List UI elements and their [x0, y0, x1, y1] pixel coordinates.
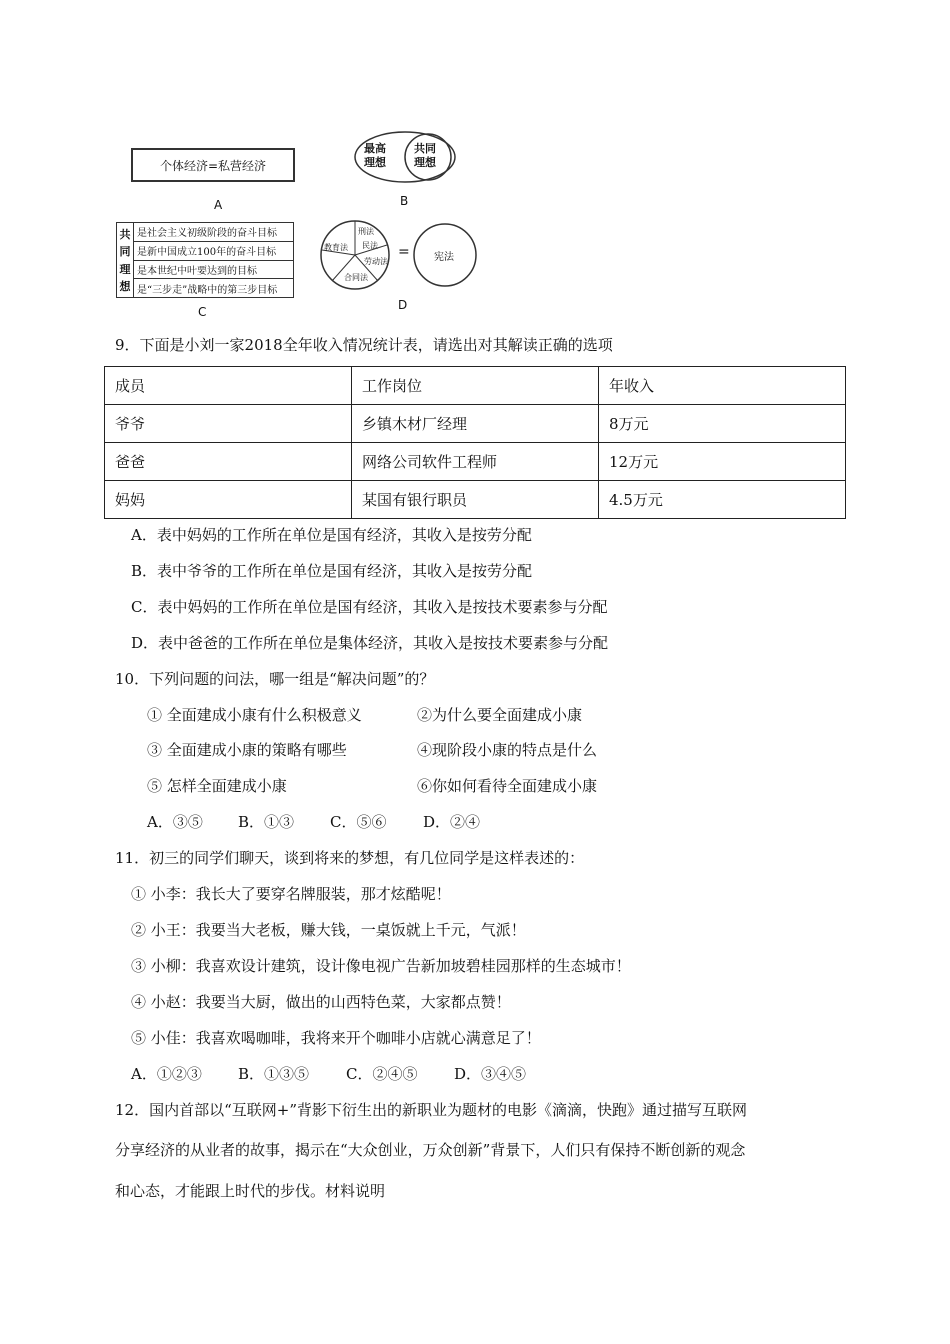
- table-header-cell: 年收入: [599, 367, 846, 405]
- table-cell: 网络公司软件工程师: [352, 443, 599, 481]
- q9-option-d: D．表中爸爸的工作所在单位是集体经济，其收入是按技术要素参与分配: [131, 634, 609, 652]
- heading-char: 共: [119, 227, 131, 241]
- table-cell: 8万元: [599, 405, 846, 443]
- panel-c-heading: [117, 223, 134, 297]
- q11-item: ③ 小柳：我喜欢设计建筑，设计像电视广告新加坡碧桂园那样的生态城市！: [131, 957, 631, 975]
- q9-stem: 9．下面是小刘一家2018全年收入情况统计表，请选出对其解读正确的选项: [115, 336, 613, 354]
- table-header-cell: 工作岗位: [352, 367, 599, 405]
- constitution-text: 宪法: [434, 252, 454, 263]
- goal-row: 是社会主义初级阶段的奋斗目标: [134, 223, 293, 242]
- panel-b-right-text: 共同理想: [414, 142, 436, 169]
- q11-option-a: A．①②③: [131, 1065, 202, 1083]
- pie-slice-label: 教育法: [324, 243, 348, 252]
- pie-slice-label: 刑法: [358, 227, 374, 236]
- q12-line: 分享经济的从业者的故事，揭示在“大众创业，万众创新”背景下，人们只有保持不断创新的观念: [115, 1141, 746, 1159]
- q10-item: ⑤ 怎样全面建成小康: [147, 777, 287, 795]
- q11-option-c: C．②④⑤: [346, 1065, 418, 1083]
- q9-option-c: C．表中妈妈的工作所在单位是国有经济，其收入是按技术要素参与分配: [131, 598, 608, 616]
- pie-slice-label: 民法: [362, 241, 378, 250]
- pie-slice-label: 劳动法: [364, 257, 388, 266]
- q11-option-d: D．③④⑤: [454, 1065, 527, 1083]
- q10-item: ④现阶段小康的特点是什么: [417, 741, 598, 759]
- table-header-row: [105, 367, 846, 405]
- panel-b-left-text: 最高理想: [364, 142, 386, 169]
- q10-item: ②为什么要全面建成小康: [417, 706, 583, 724]
- panel-a-label: A: [214, 198, 223, 212]
- figure-panel-b: [350, 130, 462, 184]
- panel-a-text: 个体经济=私营经济: [159, 158, 267, 173]
- figure-panel-a: [131, 148, 295, 182]
- equals-sign: =: [398, 244, 410, 260]
- table-cell: 4.5万元: [599, 481, 846, 519]
- q10-option-a: A．③⑤: [147, 813, 203, 831]
- table-cell: 爸爸: [105, 443, 352, 481]
- q12-line: 和心态，才能跟上时代的步伐。材料说明: [115, 1182, 386, 1200]
- q9-option-a: A．表中妈妈的工作所在单位是国有经济，其收入是按劳分配: [131, 526, 532, 544]
- q10-option-c: C．⑤⑥: [330, 813, 387, 831]
- panel-c-label: C: [198, 305, 207, 319]
- heading-char: 理: [119, 262, 131, 276]
- panel-b-label: B: [400, 194, 409, 208]
- table-row: [105, 405, 846, 443]
- table-header-cell: 成员: [105, 367, 352, 405]
- table-row: [105, 481, 846, 519]
- q10-item: ① 全面建成小康有什么积极意义: [147, 706, 362, 724]
- heading-char: 想: [119, 280, 131, 294]
- q11-item: ④ 小赵：我要当大厨，做出的山西特色菜，大家都点赞！: [131, 993, 511, 1011]
- table-cell: 乡镇木材厂经理: [352, 405, 599, 443]
- goal-row: 是本世纪中叶要达到的目标: [134, 261, 293, 280]
- table-cell: 妈妈: [105, 481, 352, 519]
- goal-row: 是“三步走”战略中的第三步目标: [137, 284, 278, 296]
- q9-option-b: B．表中爷爷的工作所在单位是国有经济，其收入是按劳分配: [131, 562, 533, 580]
- q11-option-b: B．①③⑤: [238, 1065, 310, 1083]
- table-cell: 爷爷: [105, 405, 352, 443]
- heading-char: 同: [119, 245, 131, 259]
- q10-item: ⑥你如何看待全面建成小康: [417, 777, 598, 795]
- q10-item: ③ 全面建成小康的策略有哪些: [147, 741, 347, 759]
- panel-d-label: D: [398, 298, 408, 312]
- table-cell: 某国有银行职员: [352, 481, 599, 519]
- table-row: [105, 443, 846, 481]
- q10-option-b: B．①③: [238, 813, 295, 831]
- q11-item: ⑤ 小佳：我喜欢喝咖啡，我将来开个咖啡小店就心满意足了！: [131, 1029, 541, 1047]
- table-cell: 12万元: [599, 443, 846, 481]
- q12-line: 12．国内首部以“互联网+”背影下衍生出的新职业为题材的电影《滴滴，快跑》通过描写互联网: [115, 1101, 747, 1119]
- q10-stem: 10．下列问题的问法，哪一组是“解决问题”的？: [115, 670, 435, 688]
- figure-panel-d: [318, 218, 478, 292]
- q11-item: ① 小李：我长大了要穿名牌服装，那才炫酷呢！: [131, 885, 451, 903]
- income-table: [104, 366, 846, 519]
- q10-option-d: D．②④: [423, 813, 481, 831]
- goal-row: 是新中国成立100年的奋斗目标: [134, 242, 293, 261]
- q11-item: ② 小王：我要当大老板，赚大钱，一桌饭就上千元，气派！: [131, 921, 526, 939]
- figure-panel-c: [116, 222, 294, 298]
- pie-slice-label: 合同法: [344, 273, 368, 282]
- q11-stem: 11．初三的同学们聊天，谈到将来的梦想，有几位同学是这样表述的：: [115, 849, 585, 867]
